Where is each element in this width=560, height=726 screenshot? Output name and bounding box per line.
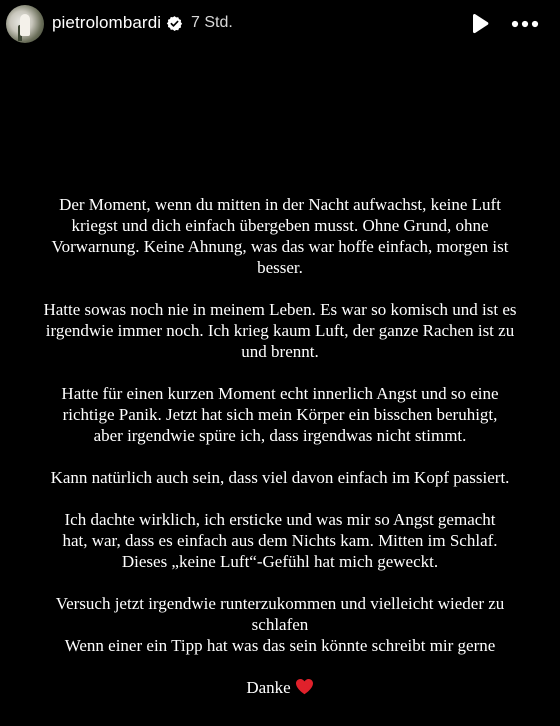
story-paragraph-6: Versuch jetzt irgendwie runterzukommen und vielleicht wieder zu schlafen xyxy=(55,594,505,634)
username-link[interactable]: pietrolombardi xyxy=(52,13,162,32)
story-paragraph-5: Ich dachte wirklich, ich ersticke und was mir so Angst gemacht hat, war, dass es einfach aus dem Nichts kam. Mitten im Schlaf. Dieses „keine Luft“-Gefühl hat mich geweckt. xyxy=(62,510,498,571)
red-heart-icon xyxy=(295,678,314,695)
more-dots-icon[interactable] xyxy=(508,11,542,37)
story-header xyxy=(0,0,560,50)
post-time: 7 Std. xyxy=(191,14,233,31)
story-paragraph-2: Hatte sowas noch nie in meinem Leben. Es war so komisch und ist es irgendwie immer noch. Ich krieg kaum Luft, der ganze Rachen ist zu und brennt. xyxy=(43,300,517,361)
heart-shape xyxy=(296,679,313,694)
story-paragraph-3: Hatte für einen kurzen Moment echt innerlich Angst und so eine richtige Panik. Jetzt hat sich mein Körper ein bisschen beruhigt, aber irgendwie spüre ich, dass irgendwas nicht stimmt. xyxy=(61,384,499,445)
avatar-photo xyxy=(20,14,30,36)
story-paragraph-1: Der Moment, wenn du mitten in der Nacht aufwachst, keine Luft kriegst und dich einfach übergeben musst. Ohne Grund, ohne Vorwarnung. Keine Ahnung, was das war hoffe einfach, morgen ist besser. xyxy=(51,195,509,277)
story-text xyxy=(8,194,552,698)
story-paragraph-4: Kann natürlich auch sein, dass viel davon einfach im Kopf passiert. xyxy=(50,468,510,487)
play-icon[interactable] xyxy=(466,11,492,37)
verified-badge-icon xyxy=(166,15,183,32)
profile-avatar[interactable] xyxy=(6,5,44,43)
story-closing-line xyxy=(8,677,552,698)
closing-text: Danke xyxy=(246,678,291,697)
story-tip-line: Wenn einer ein Tipp hat was das sein könnte schreibt mir gerne xyxy=(64,636,496,655)
